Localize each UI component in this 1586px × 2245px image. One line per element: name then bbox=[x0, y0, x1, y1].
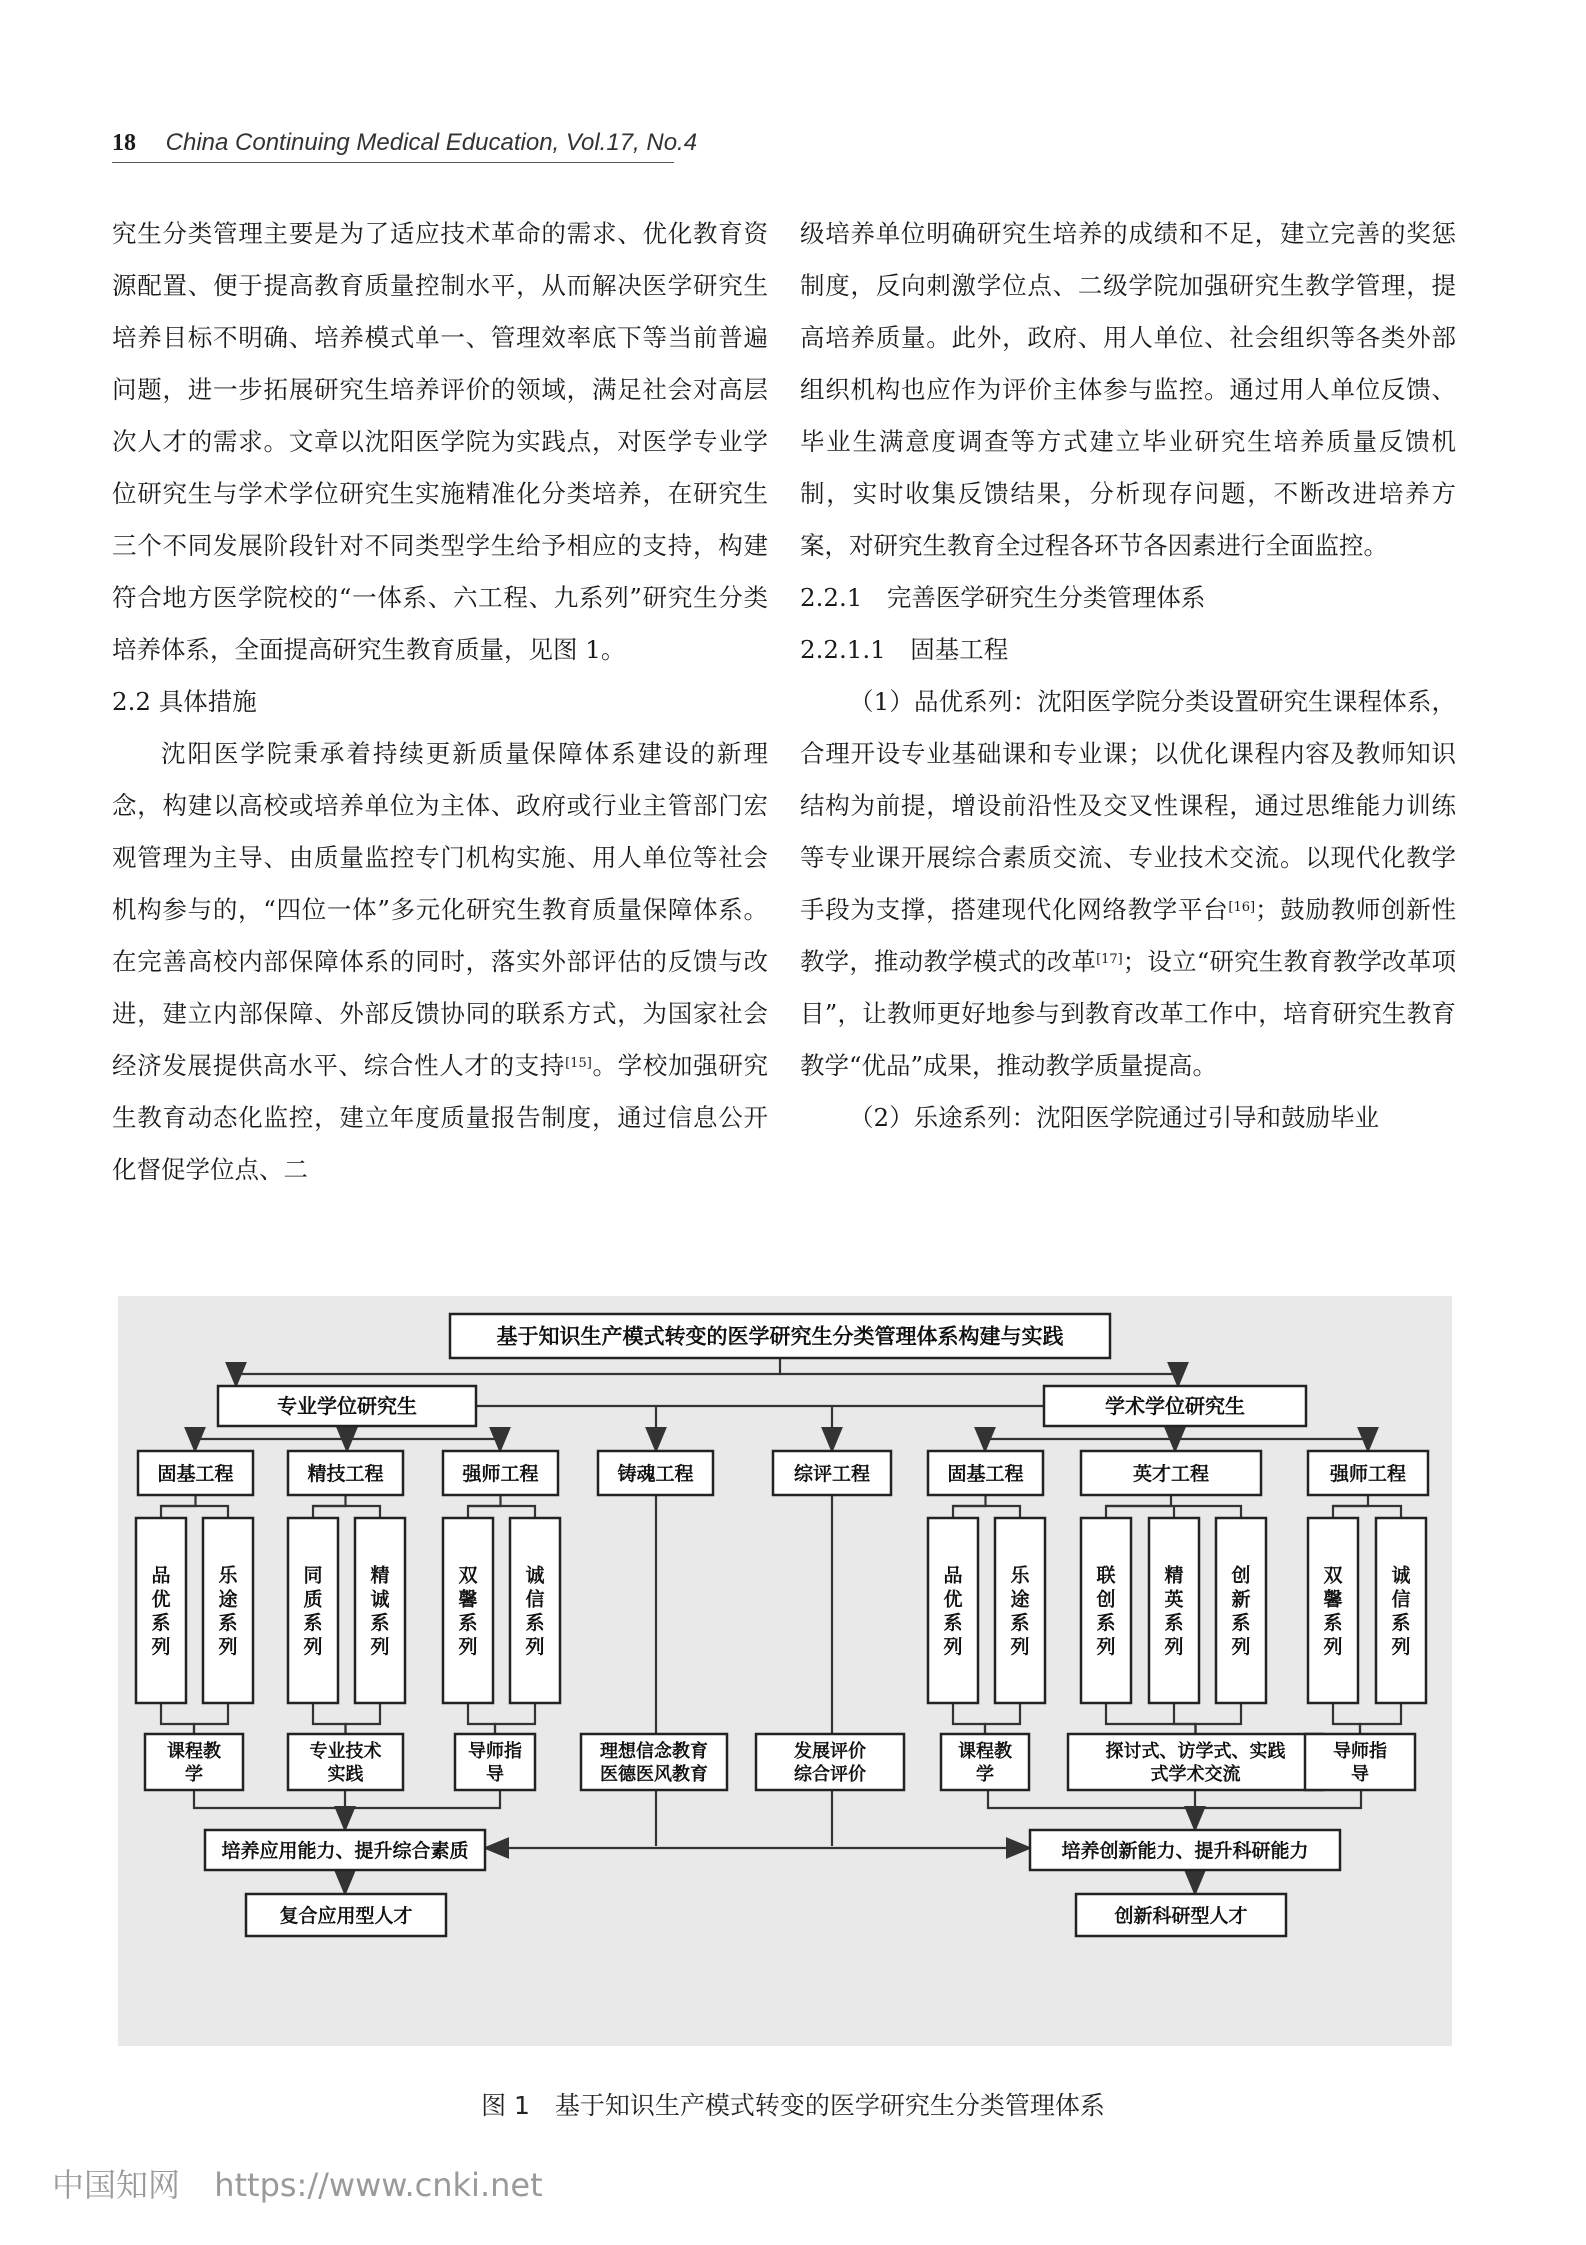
box-label: 信 bbox=[1391, 1588, 1411, 1611]
box-label: 精 bbox=[1164, 1564, 1184, 1587]
box-label: 乐 bbox=[218, 1564, 238, 1587]
box-label: 综评工程 bbox=[793, 1462, 871, 1485]
box-label: 双 bbox=[1323, 1564, 1343, 1587]
branch-professional bbox=[218, 1386, 476, 1426]
box-label: 列 bbox=[151, 1635, 171, 1658]
connector-line bbox=[468, 1506, 535, 1518]
method-box bbox=[581, 1734, 727, 1790]
method-box bbox=[145, 1734, 243, 1790]
paragraph: 沈阳医学院秉承着持续更新质量保障体系建设的新理念，构建以高校或培养单位为主体、政府或行业主管部门宏观管理为主导、由质量监控专门机构实施、用人单位等社会机构参与的，“四位一体”多元化研究生教育质量保障体系。在完善高校内部保障体系的同时，落实外部评估的反馈与改进，建立内部保障、外部反馈协同的联系方式，为国家社会经济发展提供高水平、综合性人才的支持[15]。学校加强研究生教育动态化监控，建立年度质量报告制度，通过信息公开化督促学位点、二 bbox=[112, 739, 769, 1184]
method-box bbox=[1068, 1734, 1323, 1790]
box-label: 英 bbox=[1164, 1588, 1184, 1611]
connector-line bbox=[161, 1506, 228, 1518]
project-box bbox=[1308, 1451, 1428, 1495]
box-label: 学术学位研究生 bbox=[1105, 1394, 1245, 1419]
connector-line bbox=[1333, 1506, 1401, 1518]
box-label: 系 bbox=[525, 1612, 545, 1635]
box-label: 学 bbox=[976, 1764, 994, 1786]
subsection-heading: 2.2.1.1 固基工程 bbox=[800, 635, 1009, 664]
box-label: 系 bbox=[1391, 1612, 1411, 1635]
box-label: 创 bbox=[1096, 1588, 1116, 1611]
box-label: 馨 bbox=[1323, 1588, 1343, 1611]
box-label: 导师指 bbox=[468, 1740, 522, 1762]
header-rule bbox=[112, 162, 674, 163]
citation[interactable]: [17] bbox=[1096, 952, 1123, 967]
box-label: 系 bbox=[1164, 1612, 1184, 1635]
box-label: 双 bbox=[458, 1564, 478, 1587]
connector-line bbox=[1174, 1703, 1196, 1734]
series-box bbox=[288, 1518, 338, 1703]
project-box bbox=[928, 1451, 1043, 1495]
box-label: 同 bbox=[303, 1564, 323, 1587]
box-label: 信 bbox=[525, 1588, 545, 1611]
box-label: 列 bbox=[1010, 1635, 1030, 1658]
box-label: 列 bbox=[943, 1635, 963, 1658]
box-label: 列 bbox=[303, 1635, 323, 1658]
left-column bbox=[112, 208, 768, 1196]
box-label: 优 bbox=[151, 1588, 171, 1611]
connector-line bbox=[495, 1703, 535, 1734]
page-number: 18 bbox=[112, 130, 136, 156]
box-label: 列 bbox=[525, 1635, 545, 1658]
method-box bbox=[756, 1734, 904, 1790]
box-label: 品 bbox=[151, 1564, 171, 1587]
box-label: 式学术交流 bbox=[1150, 1764, 1241, 1786]
box-label: 系 bbox=[303, 1612, 323, 1635]
paragraph: 究生分类管理主要是为了适应技术革命的需求、优化教育资源配置、便于提高教育质量控制水平，从而解决医学研究生培养目标不明确、培养模式单一、管理效率底下等当前普遍问题，进一步拓展研究生培养评价的领域，满足社会对高层次人才的需求。文章以沈阳医学院为实践点，对医学专业学位研究生与学术学位研究生实施精准化分类培养，在研究生三个不同发展阶段针对不同类型学生给予相应的支持，构建符合地方医学院校的“一体系、六工程、九系列”研究生分类培养体系，全面提高研究生教育质量，见图 1。 bbox=[112, 219, 768, 664]
box-label: 列 bbox=[1391, 1635, 1411, 1658]
series-box bbox=[510, 1518, 560, 1703]
project-box bbox=[138, 1451, 253, 1495]
box-label: 列 bbox=[218, 1635, 238, 1658]
box-label: 诚 bbox=[370, 1588, 390, 1611]
connector-line bbox=[194, 1703, 228, 1734]
series-box bbox=[355, 1518, 405, 1703]
paragraph: 级培养单位明确研究生培养的成绩和不足，建立完善的奖惩制度，反向刺激学位点、二级学院加强研究生教学管理，提高培养质量。此外，政府、用人单位、社会组织等各类外部组织机构也应作为评价主体参与监控。通过用人单位反馈、毕业生满意度调查等方式建立毕业研究生培养质量反馈机制，实时收集反馈结果，分析现存问题，不断改进培养方案，对研究生教育全过程各环节各因素进行全面监控。 bbox=[800, 219, 1456, 560]
box-label: 系 bbox=[218, 1612, 238, 1635]
box-label: 探讨式、访学式、实践 bbox=[1105, 1740, 1286, 1762]
box-label: 诚 bbox=[1391, 1564, 1411, 1587]
box-label: 途 bbox=[1010, 1588, 1030, 1611]
connector-line bbox=[953, 1506, 1020, 1518]
section-heading: 2.2 具体措施 bbox=[112, 687, 257, 716]
connector-line bbox=[195, 1426, 347, 1451]
citation[interactable]: [16] bbox=[1228, 900, 1256, 915]
box-label: 课程教 bbox=[167, 1740, 221, 1762]
project-box bbox=[288, 1451, 403, 1495]
box-label: 精 bbox=[370, 1564, 390, 1587]
box-label: 固基工程 bbox=[157, 1462, 234, 1485]
box-label: 优 bbox=[943, 1588, 963, 1611]
section-heading: 2.2.1 完善医学研究生分类管理体系 bbox=[800, 583, 1206, 612]
series-box bbox=[203, 1518, 253, 1703]
box-label: 基于知识生产模式转变的医学研究生分类管理体系构建与实践 bbox=[496, 1324, 1064, 1349]
box-label: 创 bbox=[1231, 1564, 1251, 1587]
box-label: 强师工程 bbox=[1329, 1462, 1407, 1485]
result-left-box bbox=[246, 1894, 446, 1936]
paragraph: （2）乐途系列：沈阳医学院通过引导和鼓励毕业 bbox=[849, 1103, 1380, 1132]
box-label: 实践 bbox=[327, 1764, 364, 1786]
branch-academic bbox=[1044, 1386, 1306, 1426]
box-label: 质 bbox=[303, 1588, 323, 1611]
box-label: 导师指 bbox=[1333, 1740, 1387, 1762]
box-label: 英才工程 bbox=[1132, 1462, 1210, 1485]
box-label: 综合评价 bbox=[794, 1764, 866, 1786]
box-label: 系 bbox=[1323, 1612, 1343, 1635]
box-label: 途 bbox=[218, 1588, 238, 1611]
project-box bbox=[443, 1451, 558, 1495]
citation[interactable]: [15] bbox=[565, 1056, 592, 1071]
box-label: 系 bbox=[1231, 1612, 1251, 1635]
cnki-url[interactable]: https://www.cnki.net bbox=[214, 2166, 543, 2204]
box-label: 系 bbox=[943, 1612, 963, 1635]
box-label: 培养创新能力、提升科研能力 bbox=[1061, 1839, 1309, 1862]
method-box bbox=[1305, 1734, 1415, 1790]
connector-line bbox=[1106, 1703, 1196, 1734]
box-label: 乐 bbox=[1010, 1564, 1030, 1587]
box-label: 列 bbox=[370, 1635, 390, 1658]
method-box bbox=[941, 1734, 1029, 1790]
journal-title: China Continuing Medical Education, Vol.17, No.4 bbox=[165, 129, 698, 156]
box-label: 诚 bbox=[525, 1564, 545, 1587]
project-box bbox=[1081, 1451, 1261, 1495]
box-label: 导 bbox=[1351, 1764, 1369, 1786]
connector-line bbox=[953, 1703, 985, 1734]
box-label: 联 bbox=[1096, 1564, 1116, 1587]
connector-line bbox=[346, 1703, 381, 1734]
box-label: 系 bbox=[458, 1612, 478, 1635]
box-label: 列 bbox=[1096, 1635, 1116, 1658]
connector-line bbox=[985, 1703, 1020, 1734]
project-box bbox=[598, 1451, 713, 1495]
connector-line bbox=[1333, 1703, 1360, 1734]
box-label: 理想信念教育 bbox=[600, 1740, 708, 1762]
paragraph: （1）品优系列：沈阳医学院分类设置研究生课程体系，合理开设专业基础课和专业课；以优化课程内容及教师知识结构为前提，增设前沿性及交叉性课程，通过思维能力训练等专业课开展综合素质交流、专业技术交流。以现代化教学手段为支撑，搭建现代化网络教学平台[16]；鼓励教师创新性教学，推动教学模式的改革[17]；设立“研究生教育教学改革项目”，让教师更好地参与到教育改革工作中，培育研究生教育教学“优品”成果，推动教学质量提高。 bbox=[800, 687, 1457, 1080]
box-label: 精技工程 bbox=[307, 1462, 384, 1485]
box-label: 铸魂工程 bbox=[617, 1462, 694, 1485]
connector-line bbox=[313, 1506, 380, 1518]
box-label: 馨 bbox=[458, 1588, 478, 1611]
connector-line bbox=[1196, 1703, 1242, 1734]
box-label: 专业技术 bbox=[309, 1740, 382, 1762]
watermark-footer bbox=[52, 2160, 543, 2206]
series-box bbox=[443, 1518, 493, 1703]
figure-1 bbox=[118, 1296, 1452, 2046]
box-label: 品 bbox=[943, 1564, 963, 1587]
box-label: 专业学位研究生 bbox=[277, 1394, 417, 1419]
connector-line bbox=[347, 1439, 500, 1451]
connector-line bbox=[313, 1703, 346, 1734]
connector-line bbox=[1175, 1439, 1368, 1451]
series-box bbox=[995, 1518, 1045, 1703]
box-label: 导 bbox=[486, 1764, 504, 1786]
connector-line bbox=[161, 1703, 194, 1734]
box-label: 新 bbox=[1231, 1588, 1251, 1611]
right-column bbox=[800, 208, 1456, 1144]
figure-title-box bbox=[450, 1314, 1110, 1358]
box-label: 固基工程 bbox=[947, 1462, 1024, 1485]
box-label: 强师工程 bbox=[462, 1462, 539, 1485]
box-label: 培养应用能力、提升综合素质 bbox=[221, 1839, 469, 1862]
box-label: 系 bbox=[1096, 1612, 1116, 1635]
box-label: 课程教 bbox=[958, 1740, 1012, 1762]
box-label: 学 bbox=[185, 1764, 203, 1786]
goal-left-box bbox=[205, 1830, 485, 1870]
page-header bbox=[112, 128, 697, 157]
connector-line bbox=[468, 1703, 495, 1734]
box-label: 医德医风教育 bbox=[600, 1764, 708, 1786]
flowchart bbox=[118, 1296, 1452, 2046]
cnki-brand: 中国知网 bbox=[52, 2166, 181, 2204]
series-box bbox=[928, 1518, 978, 1703]
box-label: 发展评价 bbox=[794, 1740, 866, 1762]
series-box bbox=[1376, 1518, 1426, 1703]
result-right-box bbox=[1076, 1894, 1286, 1936]
connector-line bbox=[985, 1426, 1175, 1451]
series-box bbox=[1081, 1518, 1131, 1703]
box-label: 创新科研型人才 bbox=[1114, 1904, 1248, 1927]
connector-line bbox=[236, 1358, 780, 1388]
box-label: 列 bbox=[1231, 1635, 1251, 1658]
box-label: 系 bbox=[151, 1612, 171, 1635]
method-box bbox=[288, 1734, 403, 1790]
connector-line bbox=[988, 1790, 1361, 1808]
box-label: 列 bbox=[458, 1635, 478, 1658]
figure-caption: 图 1 基于知识生产模式转变的医学研究生分类管理体系 bbox=[481, 2091, 1105, 2120]
series-box bbox=[136, 1518, 186, 1703]
connector-line bbox=[194, 1790, 500, 1808]
box-label: 系 bbox=[1010, 1612, 1030, 1635]
box-label: 列 bbox=[1164, 1635, 1184, 1658]
series-box bbox=[1308, 1518, 1358, 1703]
box-label: 复合应用型人才 bbox=[279, 1904, 413, 1927]
connector-line bbox=[1360, 1703, 1401, 1734]
project-box bbox=[773, 1451, 891, 1495]
series-box bbox=[1216, 1518, 1266, 1703]
box-label: 列 bbox=[1323, 1635, 1343, 1658]
series-box bbox=[1149, 1518, 1199, 1703]
method-box bbox=[455, 1734, 535, 1790]
box-label: 系 bbox=[370, 1612, 390, 1635]
goal-right-box bbox=[1030, 1830, 1340, 1870]
